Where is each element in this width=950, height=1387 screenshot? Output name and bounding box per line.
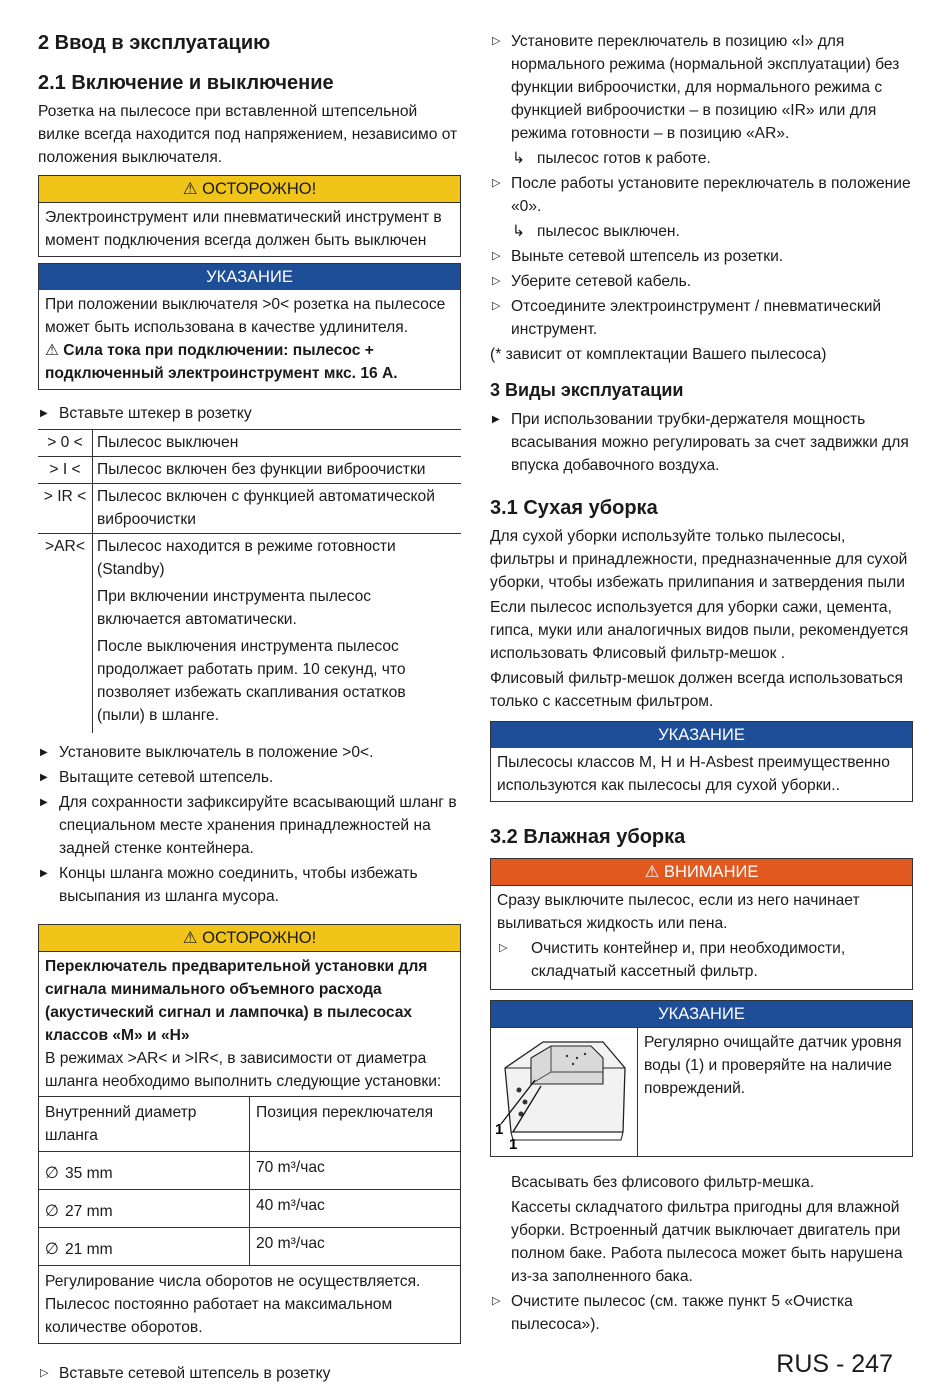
table-row: ∅ 21 mm 20 m³/час bbox=[39, 1228, 460, 1266]
caution-title: ⚠ ОСТОРОЖНО! bbox=[39, 925, 460, 951]
arrow-bullet-icon: ▶ bbox=[492, 414, 500, 425]
diameter-icon: ∅ bbox=[45, 1203, 59, 1220]
hollow-arrow-bullet-icon: ▷ bbox=[492, 300, 501, 312]
switch-positions-table bbox=[38, 429, 461, 733]
hose-diameter-table bbox=[39, 1096, 460, 1343]
note-box-wet bbox=[490, 1000, 913, 1157]
step-stow-cable: ▷ Уберите сетевой кабель. bbox=[490, 270, 913, 293]
hollow-arrow-bullet-icon: ▷ bbox=[499, 942, 508, 954]
attention-body bbox=[491, 885, 912, 989]
step-switch-position: ▷ Установите переключатель в позицию «I» для нормального режима (нормальной эксплуатации) без функции виброочистки, для нормального режима с функцией виброочистки – в позицию «IR» или для режима готовности – в позицию «AR». bbox=[490, 30, 913, 145]
heading-start-up: 2 Ввод в эксплуатацию bbox=[38, 32, 271, 54]
list-item: ▶ Для сохранности зафиксируйте всасывающий шланг в специальном месте хранения принадлежностей на задней стенке контейнера. bbox=[38, 791, 461, 860]
list-item: ▶ Вытащите сетевой штепсель. bbox=[38, 766, 461, 789]
step-unplug: ▷ Выньте сетевой штепсель из розетки. bbox=[490, 245, 913, 268]
result-ready: ↳ пылесос готов к работе. bbox=[490, 147, 913, 170]
steps-after-list bbox=[38, 741, 461, 908]
wet-paragraph-2: Кассеты складчатого фильтра пригодны для влажной уборки. Встроенный датчик выключает двигатель при полном баке. Работа пылесоса может быть нарушена из-за заполненного бака. bbox=[511, 1199, 903, 1285]
table-row: > IR < Пылесос включен с функцией автоматической виброочистки bbox=[38, 484, 461, 534]
heading-modes: 3 Виды эксплуатации bbox=[490, 380, 684, 400]
note-title: УКАЗАНИЕ bbox=[39, 264, 460, 290]
step-switch-off: ▷ После работы установите переключатель в положение «0». bbox=[490, 172, 913, 218]
wet-paragraph-1: Всасывать без флисового фильтр-мешка. bbox=[511, 1174, 815, 1191]
table-row: ∅ 35 mm 70 m³/час bbox=[39, 1152, 460, 1190]
table-row: Регулирование числа оборотов не осуществляется. Пылесос постоянно работает на максимальном количестве оборотов. bbox=[39, 1266, 460, 1344]
step-modes: ▶ При использовании трубки-держателя мощность всасывания можно регулировать за счет задвижки для впуска добавочного воздуха. bbox=[490, 408, 913, 477]
result-arrow-icon: ↳ bbox=[512, 223, 526, 240]
diameter-icon: ∅ bbox=[45, 1165, 59, 1182]
note-box-1 bbox=[38, 263, 461, 390]
current-warning: ⚠ Сила тока при подключении: пылесос + подключенный электроинструмент мкс. 16 А. bbox=[45, 342, 398, 382]
hollow-arrow-bullet-icon: ▷ bbox=[40, 1367, 49, 1379]
caution-box-1 bbox=[38, 175, 461, 257]
step-plug: ▶ Вставьте штекер в розетку bbox=[38, 402, 461, 425]
caution-text: В режимах >AR< и >IR<, в зависимости от диаметра шланга необходимо выполнить следующие установки: bbox=[45, 1050, 442, 1090]
caution-box-2 bbox=[38, 924, 461, 1344]
caution-bold-text: Переключатель предварительной установки для сигнала минимального объемного расхода (акустический сигнал и лампочка) в пылесосах классов «M» и «H» bbox=[45, 958, 428, 1044]
hollow-arrow-bullet-icon: ▷ bbox=[492, 250, 501, 262]
left-column bbox=[38, 28, 461, 1387]
diameter-icon: ∅ bbox=[45, 1241, 59, 1258]
right-column bbox=[490, 28, 913, 1338]
hollow-arrow-bullet-icon: ▷ bbox=[492, 1295, 501, 1307]
arrow-bullet-icon: ▶ bbox=[40, 868, 48, 879]
step-clean: ▷ Очистите пылесос (см. также пункт 5 «Очистка пылесоса»). bbox=[490, 1290, 913, 1336]
page-number: RUS - 247 bbox=[776, 1350, 893, 1378]
note-body bbox=[39, 290, 460, 389]
attention-box bbox=[490, 858, 913, 990]
dry-paragraph-1: Для сухой уборки используйте только пылесосы, фильтры и принадлежности, предназначенные для сухой уборки, чтобы избежать прилипания и затвердения пыли bbox=[490, 528, 908, 591]
list-item: ▶ Установите выключатель в положение >0<. bbox=[38, 741, 461, 764]
vacuum-cleaner-icon bbox=[491, 1028, 637, 1156]
sensor-label: 1 bbox=[495, 1121, 504, 1138]
hollow-arrow-bullet-icon: ▷ bbox=[492, 275, 501, 287]
list-item: ▶ Концы шланга можно соединить, чтобы избежать высыпания из шланга мусора. bbox=[38, 862, 461, 908]
table-row: > I < Пылесос включен без функции виброочистки bbox=[38, 457, 461, 484]
heading-dry-cleaning: 3.1 Сухая уборка bbox=[490, 497, 658, 519]
arrow-bullet-icon: ▶ bbox=[40, 797, 48, 808]
table-header-row: Внутренний диаметр шланга Позиция переключателя bbox=[39, 1097, 460, 1152]
sensor-label: 1 bbox=[509, 1136, 518, 1153]
note-box-dry bbox=[490, 721, 913, 802]
intro-paragraph: Розетка на пылесосе при вставленной штепсельной вилке всегда находится под напряжением, независимо от положения выключателя. bbox=[38, 103, 458, 166]
table-row: ∅ 27 mm 40 m³/час bbox=[39, 1190, 460, 1228]
caution-title: ⚠ ОСТОРОЖНО! bbox=[39, 176, 460, 202]
caution-body bbox=[39, 951, 460, 1343]
step-socket: ▷ Вставьте сетевой штепсель в розетку bbox=[38, 1362, 461, 1385]
dry-paragraph-2: Если пылесос используется для уборки сажи, цемента, гипса, муки или аналогичных видов пыли, рекомендуется использовать Флисовый фильтр-мешок . bbox=[490, 599, 909, 662]
result-arrow-icon: ↳ bbox=[512, 150, 526, 167]
step-disconnect-tool: ▷ Отсоедините электроинструмент / пневматический инструмент. bbox=[490, 295, 913, 341]
caution-text: Электроинструмент или пневматический инструмент в момент подключения всегда должен быть выключен bbox=[39, 202, 460, 256]
vacuum-sensor-illustration bbox=[491, 1028, 638, 1156]
note-text: Пылесосы классов M, H и H-Asbest преимущественно используются как пылесосы для сухой уборки.. bbox=[497, 754, 890, 794]
attention-text: Сразу выключите пылесос, если из него начинает выливаться жидкость или пена. bbox=[497, 892, 860, 932]
hollow-arrow-bullet-icon: ▷ bbox=[492, 35, 501, 47]
heading-on-off: 2.1 Включение и выключение bbox=[38, 72, 334, 94]
arrow-bullet-icon: ▶ bbox=[40, 772, 48, 783]
note-title: УКАЗАНИЕ bbox=[491, 722, 912, 748]
result-off: ↳ пылесос выключен. bbox=[490, 220, 913, 243]
table-row: > 0 < Пылесос выключен bbox=[38, 430, 461, 457]
attention-step: ▷ Очистить контейнер и, при необходимости, складчатый кассетный фильтр. bbox=[497, 937, 906, 983]
note-text: При положении выключателя >0< розетка на пылесосе может быть использована в качестве удлинителя. bbox=[45, 296, 446, 336]
table-row: >AR< Пылесос находится в режиме готовности (Standby) При включении инструмента пылесос включается автоматически. После выключения инструмента пылесос продолжает работать прим. 10 секунд, что позволяет избежать скапливания остатков (пыли) в шланге. bbox=[38, 534, 461, 734]
attention-title: ⚠ ВНИМАНИЕ bbox=[491, 859, 912, 885]
note-text: Регулярно очищайте датчик уровня воды (1) и проверяйте на наличие повреждений. bbox=[644, 1034, 902, 1097]
footnote: (* зависит от комплектации Вашего пылесоса) bbox=[490, 346, 827, 363]
hollow-arrow-bullet-icon: ▷ bbox=[492, 177, 501, 189]
arrow-bullet-icon: ▶ bbox=[40, 747, 48, 758]
dry-paragraph-3: Флисовый фильтр-мешок должен всегда использоваться только с кассетным фильтром. bbox=[490, 670, 903, 710]
arrow-bullet-icon: ▶ bbox=[40, 408, 48, 419]
heading-wet-cleaning: 3.2 Влажная уборка bbox=[490, 826, 686, 848]
note-title: УКАЗАНИЕ bbox=[491, 1001, 912, 1027]
